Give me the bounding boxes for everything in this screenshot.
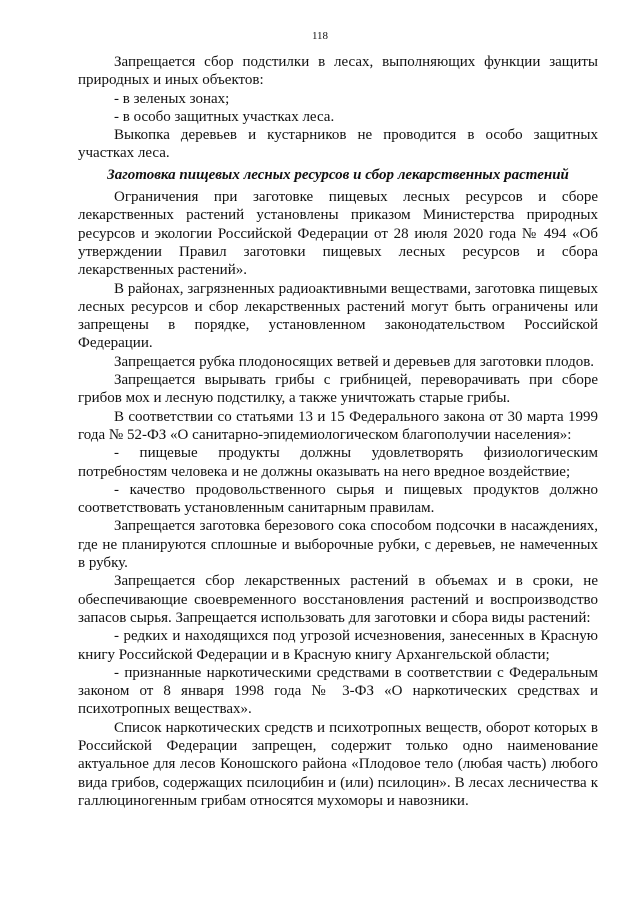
section-heading: Заготовка пищевых лесных ресурсов и сбор лекарственных растений (107, 166, 569, 183)
list-item: - в зеленых зонах; (114, 90, 230, 107)
list-item: - качество продовольственного сырья и пищевых продуктов должно соответствовать установленным санитарным правилам. (78, 481, 598, 517)
list-item: - пищевые продукты должны удовлетворять физиологическим потребностям человека и не должны оказывать на него вредное воздействие; (78, 445, 598, 480)
paragraph: Выкопка деревьев и кустарников не проводится в особо защитных участках леса. (78, 127, 598, 162)
document-body (78, 53, 598, 810)
paragraph: В районах, загрязненных радиоактивными веществами, заготовка пищевых лесных ресурсов и сбор лекарственных растений могут быть ограничены или запрещены в порядке, установленном законодательством Российской Федерации. (78, 280, 598, 352)
paragraph: Ограничения при заготовке пищевых лесных ресурсов и сборе лекарственных растений установлены приказом Министерства природных ресурсов и экологии Российской Федерации от 28 июля 2020 года № 494 «Об утверждении Правил заготовки пищевых лесных ресурсов и сбора лекарственных растений». (78, 189, 598, 279)
paragraph: В соответствии со статьями 13 и 15 Федерального закона от 30 марта 1999 года № 52-ФЗ «О санитарно-эпидемиологическом благополучии населения»: (78, 408, 598, 443)
paragraph: Запрещается вырывать грибы с грибницей, переворачивать при сборе грибов мох и лесную подстилку, а также уничтожать старые грибы. (78, 372, 598, 407)
paragraph: Список наркотических средств и психотропных веществ, оборот которых в Российской Федерации запрещен, содержит только одно наименование актуальное для лесов Коношского района «Плодовое тело (любая часть) любого вида грибов, содержащих псилоцибин и (или) псилоцин». В лесах лесничества к галлюциногенным грибам относятся мухоморы и навозники. (78, 719, 598, 809)
list-item: - в особо защитных участках леса. (114, 108, 335, 125)
paragraph: Запрещается сбор лекарственных растений в объемах и в сроки, не обеспечивающие своевременного восстановления растений и воспроизводство запасов сырья. Запрещается использовать для заготовки и сбора виды растений: (78, 573, 598, 626)
list-item: - редких и находящихся под угрозой исчезновения, занесенных в Красную книгу Российской Федерации и в Красную книгу Архангельской области; (78, 628, 598, 663)
paragraph: Запрещается сбор подстилки в лесах, выполняющих функции защиты природных и иных объектов: (78, 54, 598, 89)
paragraph: Запрещается рубка плодоносящих ветвей и деревьев для заготовки плодов. (114, 353, 595, 370)
list-item: - признанные наркотическими средствами в соответствии с Федеральным законом от 8 января 1998 года № 3-ФЗ «О наркотических средствах и психотропных веществах». (78, 664, 598, 718)
page-number: 118 (311, 30, 329, 42)
paragraph: Запрещается заготовка березового сока способом подсочки в насаждениях, где не планируются сплошные и выборочные рубки, с деревьев, не намеченных в рубку. (78, 518, 598, 572)
